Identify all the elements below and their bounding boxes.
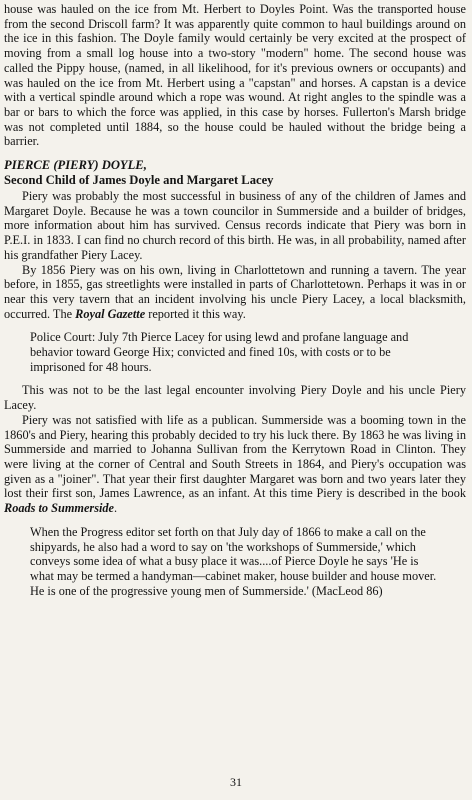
paragraph-text: By 1856 Piery was on his own, living in Charlottetown and running a tavern. The year before, in 1855, gas streetlights were installed in parts of Charlottetown. Perhaps it was in or near this very tavern that an incident involving his uncle Piery Lacey, a local blacksmith, occurred. The — [4, 262, 466, 321]
spacer — [4, 516, 466, 525]
book-title: Roads to Summerside — [4, 501, 115, 516]
section-subheading: Second Child of James Doyle and Margaret Lacey — [4, 173, 274, 188]
paragraph-text: Piery was not satisfied with life as a publican. Summerside was a booming town in the 1860's and Piery, hearing this probably decided to try his luck there. By 1863 he was living in Summerside and married to Johanna Sullivan from the Kerrytown Road in Clinton. They were living at the corner of Central and South Streets in 1864, and Piery's occupation was given as a "joiner". That year their first daughter Margaret was born and two years later they lost their first son, James Lawrence, as an infant. At this time Piery is described in the book — [4, 412, 466, 501]
spacer — [4, 374, 466, 383]
paragraph-charlottetown-tavern — [4, 263, 466, 322]
paragraph-summerside — [4, 413, 466, 516]
paragraph-piery-intro: Piery was probably the most successful in business of any of the children of James and Margaret Doyle. Because he was a town councilor in Summerside and a builder of bridges, more information about him has survived. Census records indicate that Piery was born in P.E.I. in 1833. I can find no church record of this birth. He was, in all probability, named after his grandfather Piery Lacey. — [4, 189, 466, 262]
spacer — [4, 321, 466, 330]
page-number: 31 — [230, 775, 242, 789]
paragraph-house-hauling: house was hauled on the ice from Mt. Herbert to Doyles Point. Was the transported house from the second Driscoll farm? It was apparently quite common to haul buildings around on the ice in this fashion. The Doyle family would certainly be very excited at the prospect of moving from a small log house into a two-story "modern" home. The second house was called the Pippy house, (named, in all likelihood, for it's previous owners or occupants) and was hauled on the ice from Mt. Herbert using a "capstan" and horses. A capstan is a device with a vertical spindle around which a rope was wound. At right angles to the spindle was a bar or bars to which the force was applied, in this case by horses. Fullerton's Marsh bridge was not completed until 1884, so the house could be hauled without the bridge being a barrier. — [4, 2, 466, 149]
block-quote-police-court: Police Court: July 7th Pierce Lacey for using lewd and profane language and behavior toward George Hix; convicted and fined 10s, with costs or to be imprisoned for 48 hours. — [30, 330, 409, 374]
block-quote-progress-editor: When the Progress editor set forth on that July day of 1866 to make a call on the shipyards, he also had a word to say on 'the workshops of Summerside,' which conveys some idea of what a busy place it was....of Pierce Doyle he says 'He is what may be termed a handyman—cabinet maker, house builder and house mover. He is one of the progressive young men of Summerside.' (MacLeod 86) — [30, 524, 437, 598]
section-heading: PIERCE (PIERY) DOYLE, — [4, 158, 147, 173]
paragraph-text: . — [114, 501, 118, 516]
newspaper-title: Royal Gazette — [75, 306, 146, 321]
paragraph-legal-encounter: This was not to be the last legal encounter involving Piery Doyle and his uncle Piery Lacey. — [4, 383, 466, 413]
spacer — [4, 149, 466, 158]
paragraph-text: reported it this way. — [145, 306, 246, 321]
